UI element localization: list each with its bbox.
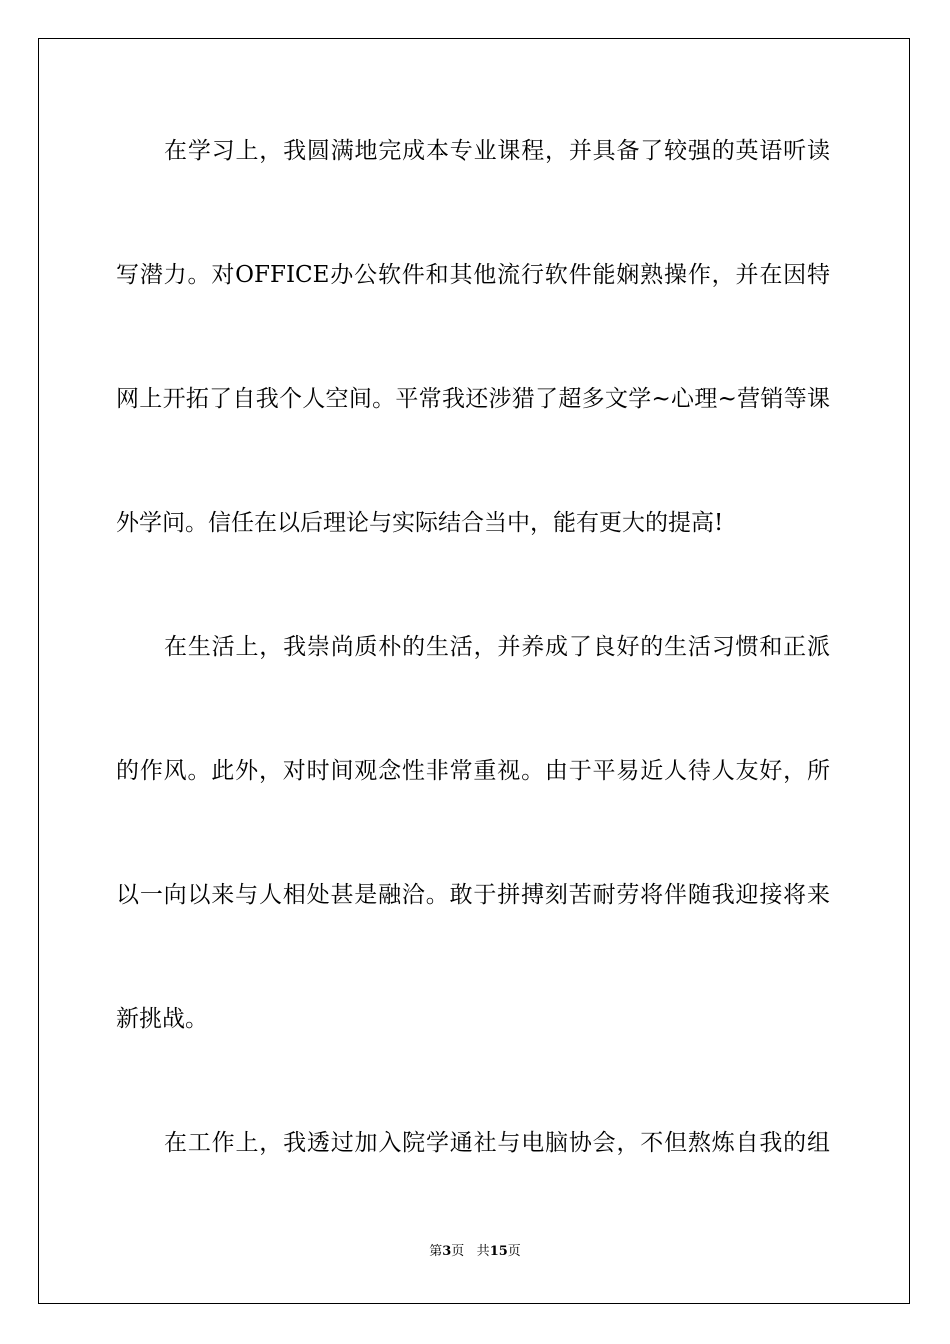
text-line: 在工作上，我透过加入院学通社与电脑协会，不但熬炼自我的组: [164, 1130, 830, 1156]
text-line: 以一向以来与人相处甚是融洽。敢于拼搏刻苦耐劳将伴随我迎接将来: [116, 882, 830, 908]
text-line: 在生活上，我崇尚质朴的生活，并养成了良好的生活习惯和正派: [164, 634, 830, 660]
total-prefix: 共: [476, 1244, 490, 1259]
text-line: 外学问。信任在以后理论与实际结合当中，能有更大的提高!: [116, 510, 724, 536]
text-line: 的作风。此外，对时间观念性非常重视。由于平易近人待人友好，所: [116, 758, 830, 784]
total-suffix: 页: [507, 1244, 521, 1259]
total-pages: 15: [489, 1244, 508, 1259]
text-line: 网上开拓了自我个人空间。平常我还涉猎了超多文学~心理~营销等课: [116, 386, 830, 412]
text-line: 在学习上，我圆满地完成本专业课程，并具备了较强的英语听读: [164, 138, 830, 164]
page-prefix: 第: [429, 1244, 443, 1259]
page-footer: [0, 1243, 950, 1261]
page-number: 3: [442, 1244, 452, 1259]
page-suffix: 页: [451, 1244, 465, 1259]
text-line: 写潜力。对OFFICE办公软件和其他流行软件能娴熟操作，并在因特: [116, 262, 830, 288]
text-line: 新挑战。: [116, 1006, 208, 1032]
page-border: [38, 38, 910, 1304]
